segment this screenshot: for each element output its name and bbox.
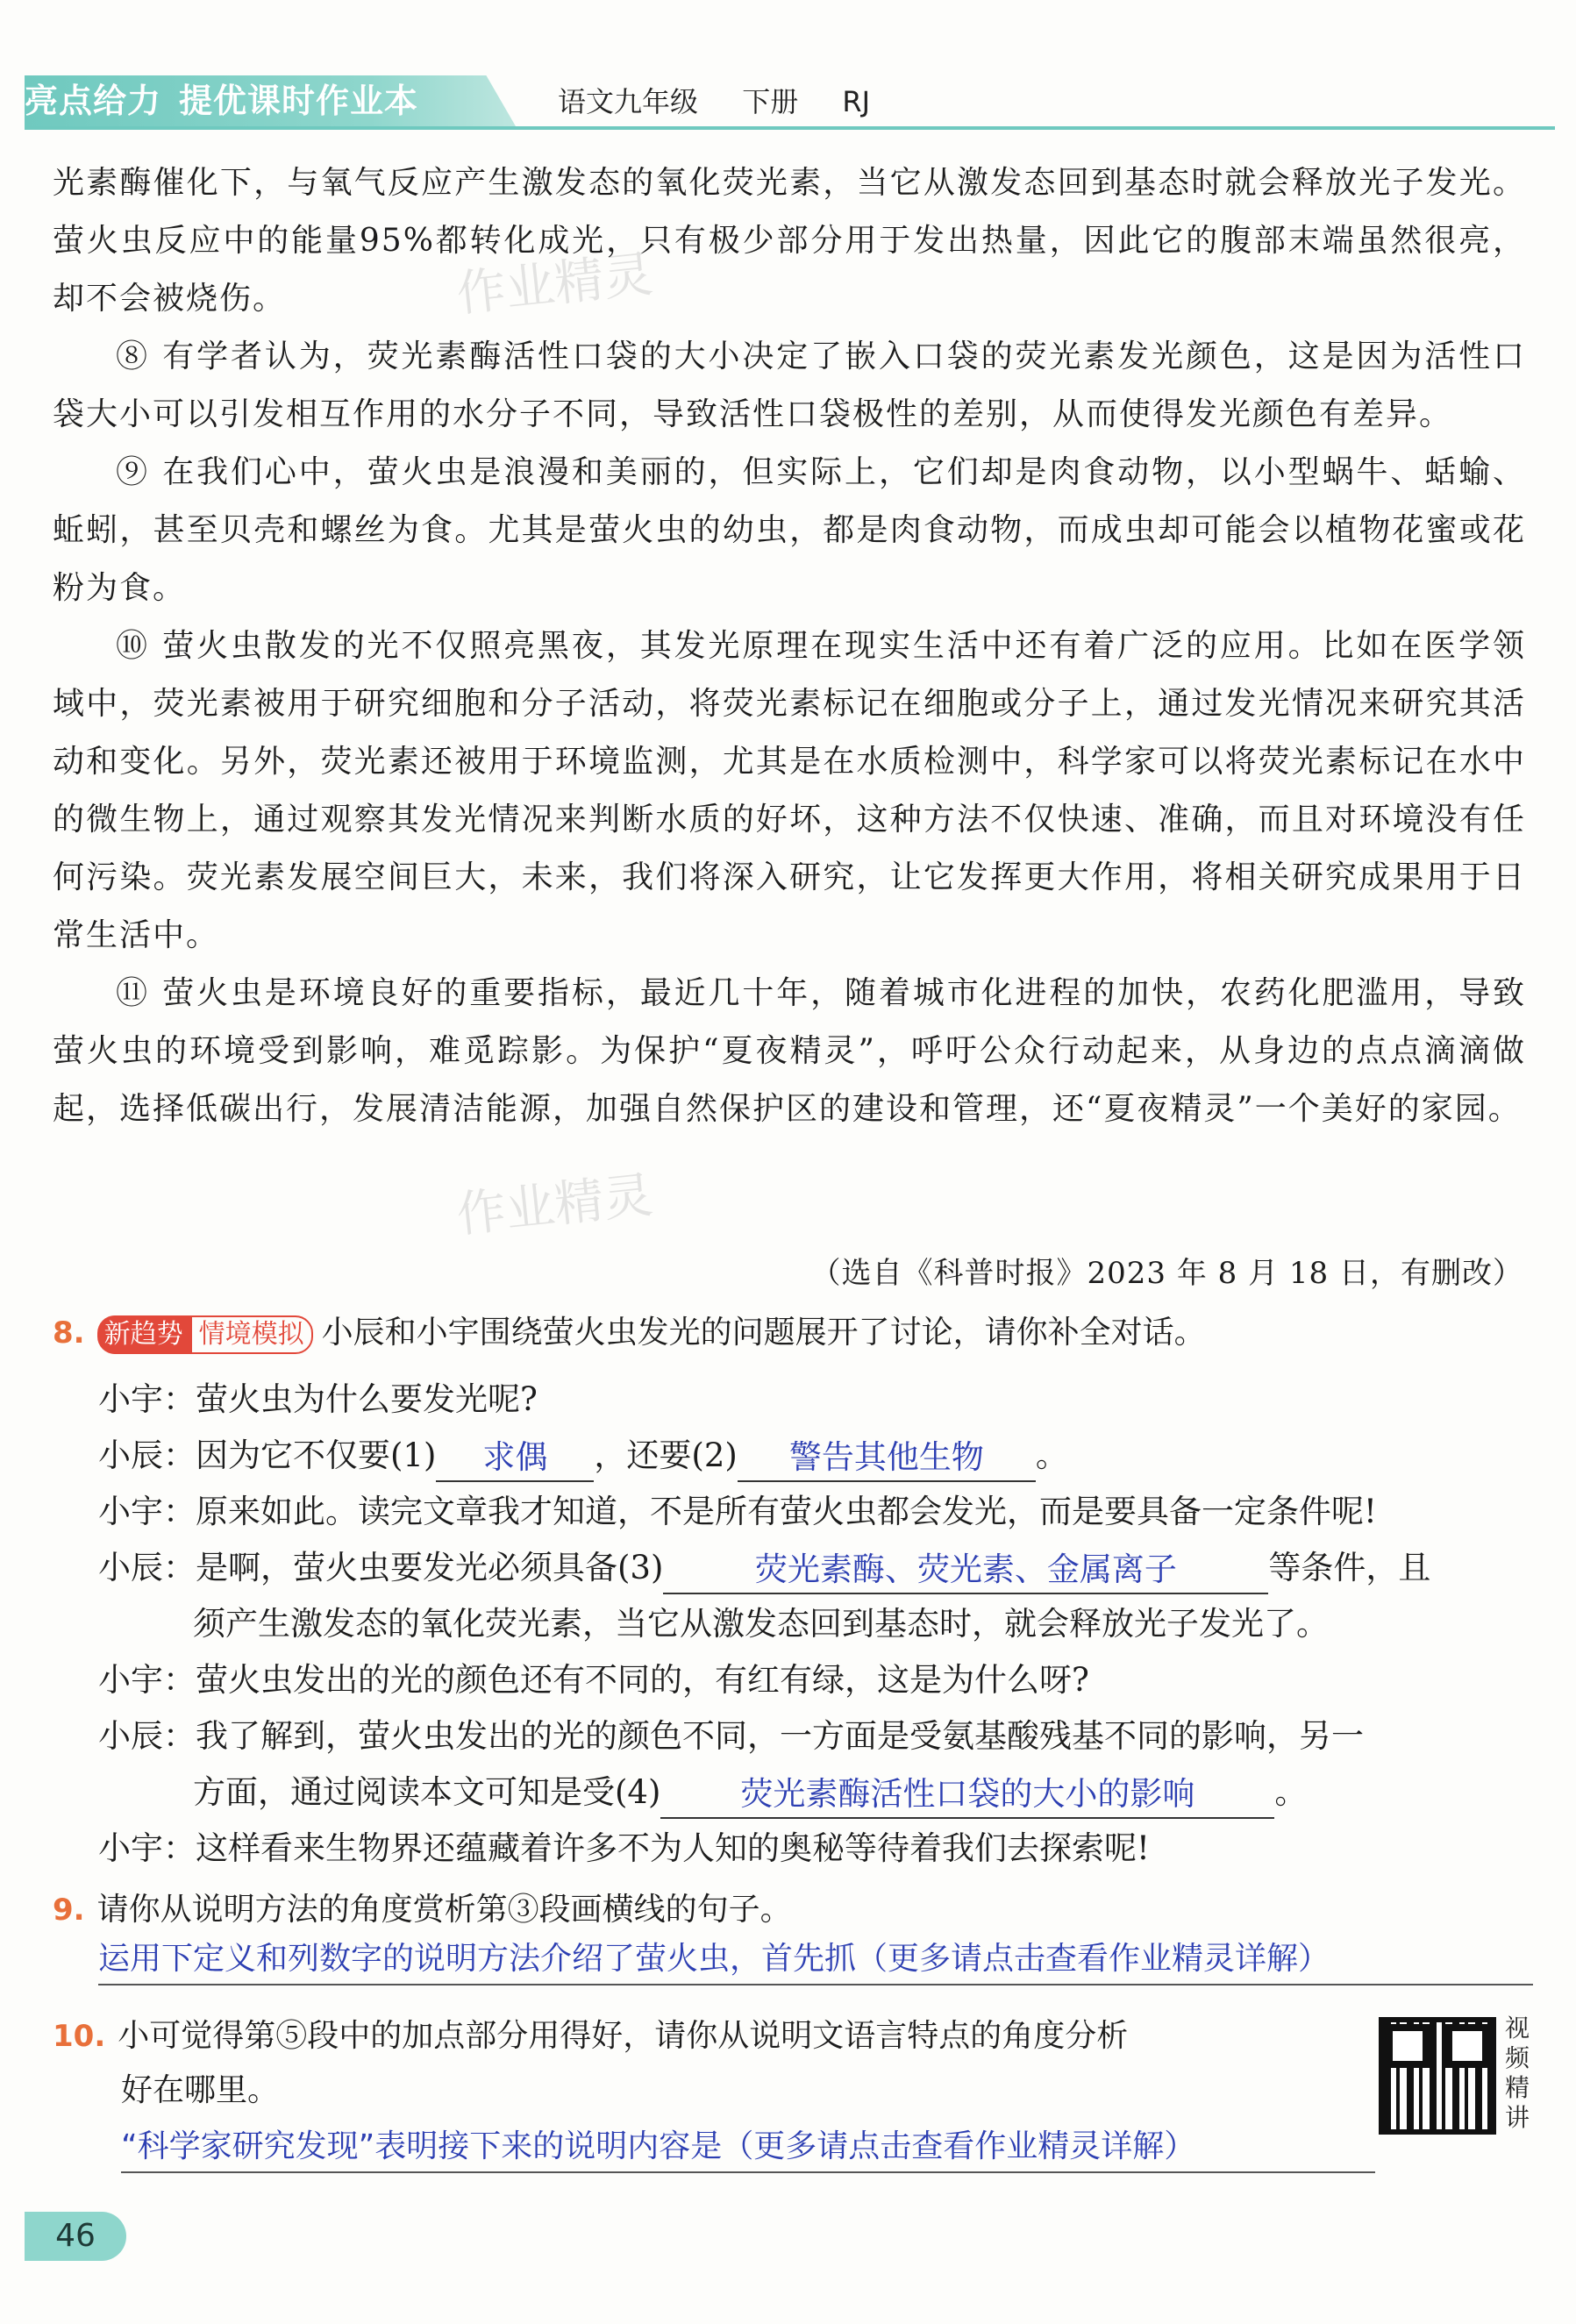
qr-code-icon[interactable] bbox=[1379, 2017, 1496, 2135]
brand-part1: 亮点给力 bbox=[25, 82, 162, 120]
question-9-answer[interactable]: 运用下定义和列数字的说明方法介绍了萤火虫，首先抓（更多请点击查看作业精灵详解） bbox=[98, 1935, 1533, 1985]
dialogue-text: 小辰：是啊，萤火虫要发光必须具备(3) bbox=[98, 1549, 664, 1586]
question-10-answer[interactable]: “科学家研究发现”表明接下来的说明内容是（更多请点击查看作业精灵详解） bbox=[121, 2122, 1375, 2173]
page-header bbox=[25, 75, 1555, 128]
question-number: 8. bbox=[53, 1315, 85, 1351]
video-explanation-label: 视频精讲 bbox=[1505, 2014, 1530, 2132]
reading-passage bbox=[53, 154, 1526, 1138]
watermark: 作业精灵 bbox=[453, 246, 656, 324]
watermark: 作业精灵 bbox=[453, 1166, 656, 1244]
new-trend-tag: 新趋势 bbox=[97, 1315, 190, 1354]
question-number: 9. bbox=[53, 1893, 85, 1928]
passage-source: （选自《科普时报》2023 年 8 月 18 日，有删改） bbox=[810, 1256, 1523, 1291]
dialogue-line-4 bbox=[98, 1542, 1430, 1594]
brand-title bbox=[25, 81, 418, 121]
subject-label: 语文九年级 bbox=[558, 85, 699, 118]
dialogue-line-6-cont bbox=[193, 1766, 1307, 1819]
question-number: 10. bbox=[53, 2019, 106, 2054]
brand-part2: 提优课时作业本 bbox=[179, 82, 419, 120]
question-8-header bbox=[53, 1307, 1206, 1359]
question-prompt: 小辰和小宇围绕萤火虫发光的问题展开了讨论，请你补全对话。 bbox=[321, 1315, 1206, 1351]
dialogue-line-6: 小辰：我了解到，萤火虫发出的光的颜色不同，一方面是受氨基酸残基不同的影响，另一 bbox=[98, 1717, 1364, 1755]
volume-label: 下册 bbox=[742, 85, 799, 118]
answer-blank-4[interactable]: 荧光素酶活性口袋的大小的影响 bbox=[660, 1772, 1274, 1819]
answer-blank-3[interactable]: 荧光素酶、荧光素、金属离子 bbox=[663, 1547, 1268, 1594]
dialogue-text: 。 bbox=[1035, 1436, 1068, 1474]
dialogue-line-2 bbox=[98, 1429, 1068, 1482]
header-divider bbox=[25, 126, 1555, 130]
dialogue-text: 。 bbox=[1274, 1773, 1308, 1811]
dialogue-text: ，还要(2) bbox=[594, 1436, 738, 1474]
dialogue-text: 方面，通过阅读本文可知是受(4) bbox=[193, 1773, 661, 1811]
paragraph-continued: 光素酶催化下，与氧气反应产生激发态的氧化荧光素，当它从激发态回到基态时就会释放光子发光。萤火虫反应中的能量95%都转化成光，只有极少部分用于发出热量，因此它的腹部末端虽然很亮，却不会被烧伤。 bbox=[53, 165, 1526, 317]
scenario-tag: 情境模拟 bbox=[190, 1315, 313, 1354]
question-10 bbox=[53, 2010, 1128, 2063]
dialogue-line-4-cont: 须产生激发态的氧化荧光素，当它从激发态回到基态时，就会释放光子发光了。 bbox=[193, 1605, 1329, 1643]
answer-blank-2[interactable]: 警告其他生物 bbox=[738, 1435, 1036, 1482]
dialogue-text: 等条件，且 bbox=[1268, 1549, 1431, 1586]
dialogue-line-7: 小宇：这样看来生物界还蕴藏着许多不为人知的奥秘等待着我们去探索呢! bbox=[98, 1829, 1150, 1867]
paragraph-8: ⑧ 有学者认为，荧光素酶活性口袋的大小决定了嵌入口袋的荧光素发光颜色，这是因为活性口袋大小可以引发相互作用的水分子不同，导致活性口袋极性的差别，从而使得发光颜色有差异。 bbox=[53, 339, 1526, 432]
dialogue-text: 小辰：因为它不仅要(1) bbox=[98, 1436, 437, 1474]
edition-label: RJ bbox=[842, 85, 871, 118]
question-10-cont: 好在哪里。 bbox=[121, 2072, 280, 2108]
book-info bbox=[558, 82, 905, 121]
page-number: 46 bbox=[25, 2212, 126, 2261]
paragraph-9: ⑨ 在我们心中，萤火虫是浪漫和美丽的，但实际上，它们却是肉食动物，以小型蜗牛、蛞蝓、蚯蚓，甚至贝壳和螺丝为食。尤其是萤火虫的幼虫，都是肉食动物，而成虫却可能会以植物花蜜或花粉为食。 bbox=[53, 454, 1526, 606]
question-9 bbox=[53, 1884, 792, 1936]
dialogue-line-1: 小宇：萤火虫为什么要发光呢? bbox=[98, 1380, 538, 1418]
question-prompt: 小可觉得第⑤段中的加点部分用得好，请你从说明文语言特点的角度分析 bbox=[118, 2018, 1129, 2054]
paragraph-11: ⑪ 萤火虫是环境良好的重要指标，最近几十年，随着城市化进程的加快，农药化肥滥用，导致萤火虫的环境受到影响，难觅踪影。为保护“夏夜精灵”，呼吁公众行动起来，从身边的点点滴滴做起，选择低碳出行，发展清洁能源，加强自然保护区的建设和管理，还“夏夜精灵”一个美好的家园。 bbox=[53, 975, 1526, 1127]
dialogue-line-5: 小宇：萤火虫发出的光的颜色还有不同的，有红有绿，这是为什么呀? bbox=[98, 1661, 1089, 1699]
paragraph-10: ⑩ 萤火虫散发的光不仅照亮黑夜，其发光原理在现实生活中还有着广泛的应用。比如在医学领域中，荧光素被用于研究细胞和分子活动，将荧光素标记在细胞或分子上，通过发光情况来研究其活动和变化。另外，荧光素还被用于环境监测，尤其是在水质检测中，科学家可以将荧光素标记在水中的微生物上，通过观察其发光情况来判断水质的好坏，这种方法不仅快速、准确，而且对环境没有任何污染。荧光素发展空间巨大，未来，我们将深入研究，让它发挥更大作用，将相关研究成果用于日常生活中。 bbox=[53, 628, 1526, 953]
answer-blank-1[interactable]: 求偶 bbox=[436, 1435, 594, 1482]
question-prompt: 请你从说明方法的角度赏析第③段画横线的句子。 bbox=[96, 1892, 792, 1928]
dialogue-line-3: 小宇：原来如此。读完文章我才知道，不是所有萤火虫都会发光，而是要具备一定条件呢! bbox=[98, 1493, 1377, 1530]
